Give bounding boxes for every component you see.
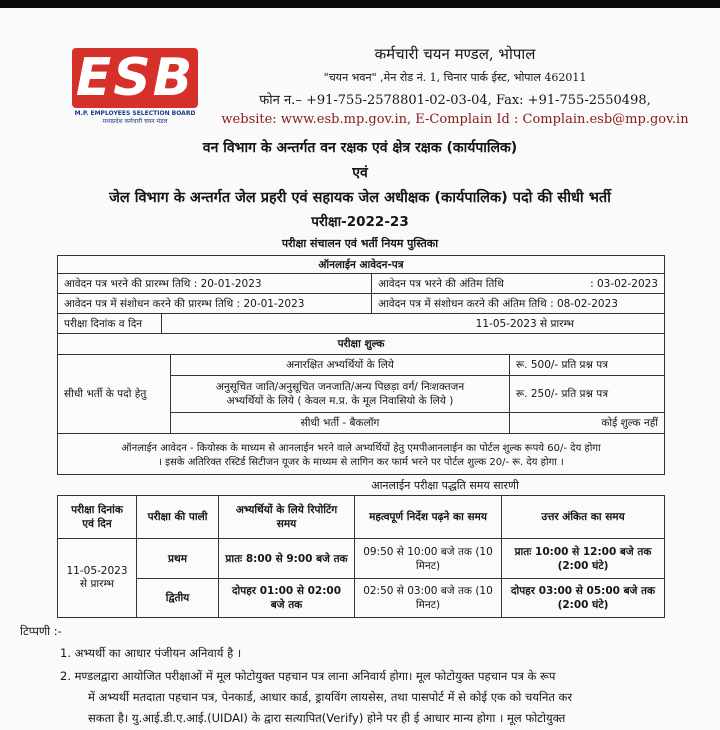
org-phone: फोन न.– +91-755-2578801-02-03-04, Fax: +91-755-2550498, <box>259 93 651 108</box>
portal-fee-note-b: । इसके अतिरिक्त रस्टिर्ड सिटीजन यूजर के माध्यम से लागिन कर फार्म भरने पर पोर्टल शुल्क 20/- रू. देय होगा । <box>158 457 564 468</box>
fee-general-value: रू. 500/- प्रति प्रश्न पत्र <box>509 354 665 376</box>
exam-date-label: परीक्षा दिनांक व दिन <box>57 313 162 334</box>
org-address: "चयन भवन" ,मेन रोड नं. 1, चिनार पार्क ईस्ट, भोपाल 462011 <box>323 71 587 84</box>
note-item-2-line-3: सकता है। यु.आई.डी.ए.आई.(UIDAI) के द्वारा सत्यापित(Verify) होने पर ही ई आधार मान्य होगा । मूल फोटोयुक्त <box>88 711 566 725</box>
fees-left-label: सीधी भर्ती के पदो हेतु <box>57 354 171 434</box>
title-line-2: एवं <box>352 165 368 181</box>
shift-2-answer: दोपहर 03:00 से 05:00 बजे तक (2:00 घंटे) <box>501 578 665 618</box>
app-start-date: आवेदन पत्र भरने की प्रारम्भ तिथि : 20-01-2023 <box>57 273 372 294</box>
logo-letters: ESB <box>72 48 198 108</box>
title-line-4: परीक्षा-2022-23 <box>311 214 409 230</box>
shift-2-reporting: दोपहर 01:00 से 02:00 बजे तक <box>218 578 355 618</box>
app-end-date-cell <box>371 273 665 294</box>
online-application-heading: ऑनलाईन आवेदन-पत्र <box>57 255 665 274</box>
shift-1-instructions: 09:50 से 10:00 बजे तक (10 मिनट) <box>354 538 502 579</box>
fee-reserved-label-a: अनुसूचित जाति/अनुसूचित जनजाति/अन्य पिछड़ा वर्ग/ निःशक्तजन <box>215 381 465 393</box>
shift-1-reporting: प्रातः 8:00 से 9:00 बजे तक <box>218 538 355 579</box>
title-line-3: जेल विभाग के अन्तर्गत जेल प्रहरी एवं सहायक जेल अधीक्षक (कार्यपालिक) पदो की सीधी भर्ती <box>109 190 611 206</box>
schedule-header-shift: परीक्षा की पाली <box>136 495 219 539</box>
schedule-date-cell: 11-05-2023 से प्रारम्भ <box>57 538 137 618</box>
title-line-5: परीक्षा संचालन एवं भर्ती नियम पुस्तिका <box>281 237 439 250</box>
fee-reserved-label <box>170 375 510 413</box>
exam-date-value: 11-05-2023 से प्रारम्भ <box>161 313 665 334</box>
edit-start-date: आवेदन पत्र में संशोधन करने की प्रारम्भ तिथि : 20-01-2023 <box>57 293 372 314</box>
top-dark-bar <box>0 0 720 8</box>
notes-heading: टिप्पणी :- <box>20 624 62 638</box>
note-item-1: 1. अभ्यर्थी का आधार पंजीयन अनिवार्य है । <box>60 646 242 660</box>
shift-2-name: द्वितीय <box>136 578 219 618</box>
title-line-1: वन विभाग के अन्तर्गत वन रक्षक एवं क्षेत्र रक्षक (कार्यपालिक) <box>202 140 518 156</box>
shift-1-name: प्रथम <box>136 538 219 579</box>
app-end-date-label: आवेदन पत्र भरने की अंतिम तिथि <box>378 277 504 290</box>
fee-reserved-label-b: अभ्यर्थियों के लिये ( केवल म.प्र. के मूल निवासियो के लिये ) <box>226 395 454 407</box>
portal-fee-note-a: ऑनलाईन आवेदन - कियोस्क के माध्यम से आनलाईन भरने वाले अभ्यर्थियों हेतु एमपीआनलाईन का पोर्टल शुल्क रूपये 60/- देय होगा <box>121 443 601 454</box>
edit-end-date: आवेदन पत्र में संशोधन करने की अंतिम तिथि : 08-02-2023 <box>371 293 665 314</box>
fee-general-label: अनारक्षित अभ्यर्थियों के लिये <box>170 354 510 376</box>
fee-backlog-value: कोई शुल्क नहीं <box>509 412 665 434</box>
fees-heading: परीक्षा शुल्क <box>57 333 665 355</box>
schedule-header-date: परीक्षा दिनांक एवं दिन <box>57 495 137 539</box>
shift-1-answer: प्रातः 10:00 से 12:00 बजे तक (2:00 घंटे) <box>501 538 665 579</box>
logo-subtitle-en: M.P. EMPLOYEES SELECTION BOARD <box>74 110 196 117</box>
fee-reserved-value: रू. 250/- प्रति प्रश्न पत्र <box>509 375 665 413</box>
org-website[interactable]: website: www.esb.mp.gov.in, E-Complain Id : Complain.esb@mp.gov.in <box>221 112 689 127</box>
esb-logo <box>72 48 198 124</box>
schedule-header-answer: उत्तर अंकित का समय <box>501 495 665 539</box>
note-item-2-line-2: में अभ्यर्थी मतदाता पहचान पत्र, पेनकार्ड, आधार कार्ड, ड्रायविंग लायसेस, तथा पासपोर्ट में से कोई एक को चयनित कर <box>88 690 573 704</box>
app-end-date-value: : 03-02-2023 <box>590 277 658 290</box>
schedule-heading: आनलाईन परीक्षा पद्धति समय सारणी <box>371 478 519 492</box>
logo-subtitle-hi: मध्यप्रदेश कर्मचारी चयन मंडल <box>102 118 168 125</box>
shift-2-instructions: 02:50 से 03:00 बजे तक (10 मिनट) <box>354 578 502 618</box>
note-item-2-line-1: 2. मण्डलद्वारा आयोजित परीक्षाओं में मूल फोटोयुक्त पहचान पत्र लाना अनिवार्य होगा। मूल फोटोयुक्त पहचान पत्र के रूप <box>60 669 556 683</box>
portal-fee-note <box>57 433 665 475</box>
fee-backlog-label: सीधी भर्ती - बैकलॉग <box>170 412 510 434</box>
org-name: कर्मचारी चयन मण्डल, भोपाल <box>374 45 536 63</box>
schedule-header-instructions: महत्वपूर्ण निर्देश पढ़ने का समय <box>354 495 502 539</box>
schedule-header-reporting: अभ्यर्थियों के लिये रिपोटिंग समय <box>218 495 355 539</box>
